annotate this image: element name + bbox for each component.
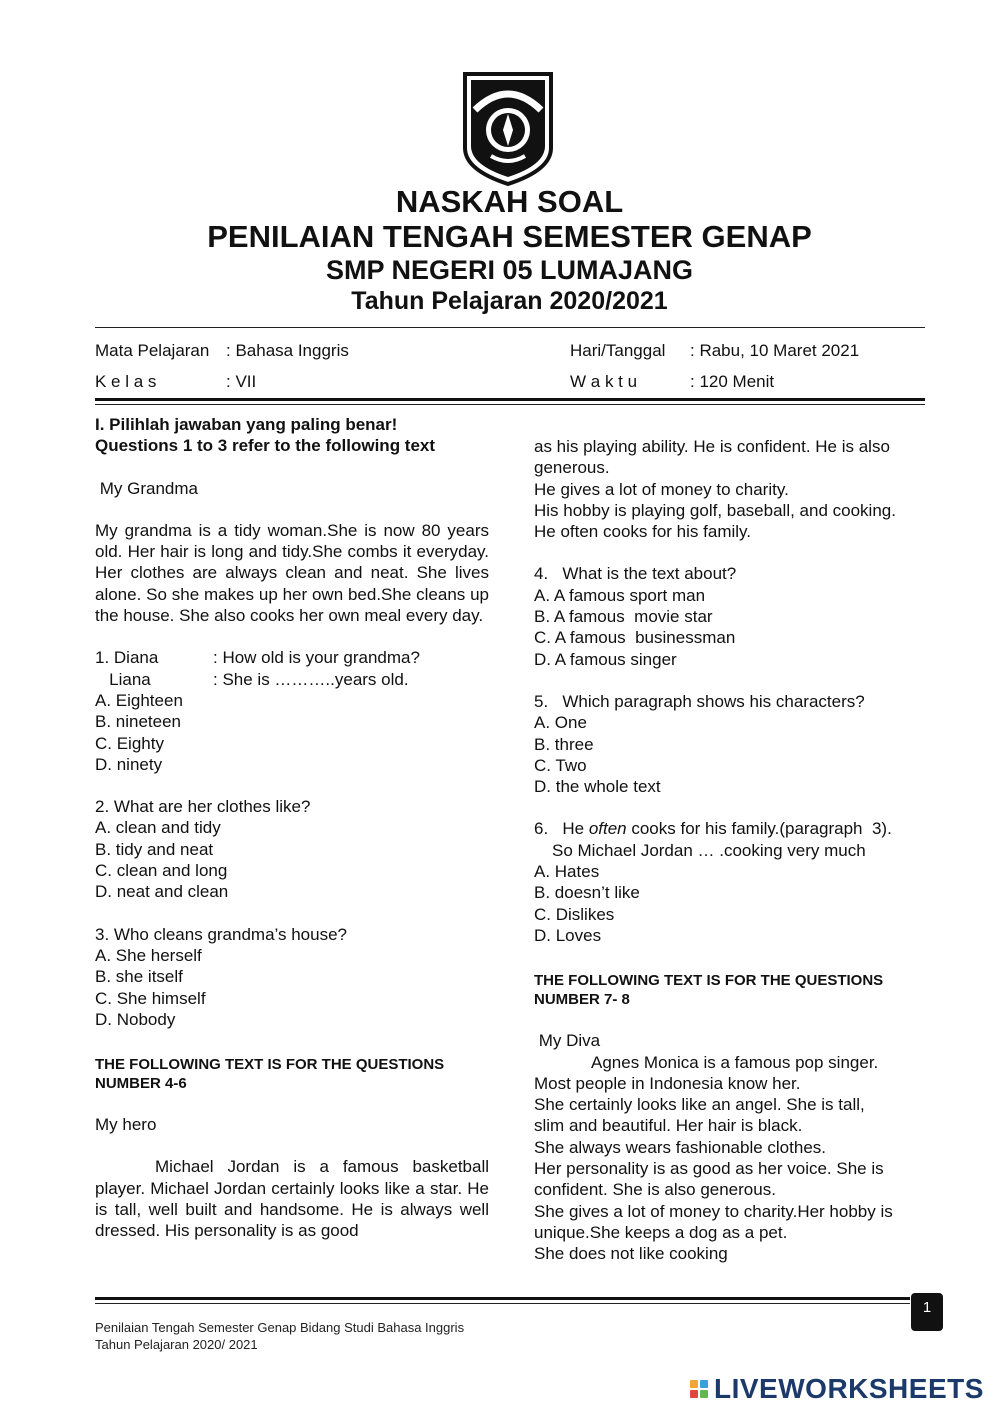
text-body-grandma: My grandma is a tidy woman.She is now 80 years old. Her hair is long and tidy.She combs it everyday. Her clothes are always clean and neat. She lives alone. So she makes up her own bed.She cleans up the house. She also cooks her own meal every day. xyxy=(95,520,489,626)
hero-continued-4: He often cooks for his family. xyxy=(534,522,751,542)
lumajang-emblem-logo xyxy=(461,70,555,188)
q1-speaker-1: 1. Diana xyxy=(95,648,159,668)
exam-title: PENILAIAN TENGAH SEMESTER GENAP xyxy=(207,219,812,254)
q6-italic-word: often xyxy=(588,819,627,839)
text-diva-line-1: Most people in Indonesia know her. xyxy=(534,1073,801,1093)
q6-option-d: D. Loves xyxy=(534,925,602,945)
time-label: W a k t u xyxy=(570,372,638,391)
q2-option-d: D. neat and clean xyxy=(95,882,229,902)
q3-option-b: B. she itself xyxy=(95,967,183,987)
q1-option-c: C. Eighty xyxy=(95,733,164,753)
q1-option-d: D. ninety xyxy=(95,754,163,774)
q6-option-c: C. Dislikes xyxy=(534,904,615,924)
q1-line2 xyxy=(95,669,489,690)
q2-option-a: A. clean and tidy xyxy=(95,818,221,838)
q1-dialog-1: : How old is your grandma? xyxy=(213,648,420,668)
hero-continued-1: as his playing ability. He is confident. He is also generous. xyxy=(534,437,890,478)
q4-stem: 4. What is the text about? xyxy=(534,564,737,584)
hero-continued-2: He gives a lot of money to charity. xyxy=(534,479,789,499)
text-diva-line-6: She does not like cooking xyxy=(534,1244,728,1264)
q3-stem: 3. Who cleans grandma’s house? xyxy=(95,924,348,944)
hero-continued-3: His hobby is playing golf, baseball, and cooking. xyxy=(534,500,896,520)
section-heading-7-8: THE FOLLOWING TEXT IS FOR THE QUESTIONS NUMBER 7- 8 xyxy=(534,972,884,1009)
text-diva-line-2: She certainly looks like an angel. She is tall, slim and beautiful. Her hair is black. xyxy=(534,1095,865,1136)
page-number: 1 xyxy=(911,1293,943,1331)
left-column xyxy=(95,414,489,1242)
header-divider xyxy=(95,327,925,328)
time-value: : 120 Menit xyxy=(690,372,775,391)
text-title-grandma: My Grandma xyxy=(95,478,198,498)
date-label: Hari/Tanggal xyxy=(570,341,666,360)
q4-option-c: C. A famous businessman xyxy=(534,628,736,648)
q4-option-a: A. A famous sport man xyxy=(534,585,706,605)
q6-option-b: B. doesn’t like xyxy=(534,883,640,903)
subject-label: Mata Pelajaran xyxy=(95,341,210,360)
q1-line1 xyxy=(95,647,489,668)
liveworksheets-icon xyxy=(690,1380,708,1398)
date-value: : Rabu, 10 Maret 2021 xyxy=(690,341,860,360)
q6-option-a: A. Hates xyxy=(534,862,600,882)
text-diva-first: Agnes Monica is a famous pop singer. xyxy=(591,1052,879,1072)
subject-value: : Bahasa Inggris xyxy=(226,341,349,360)
q2-stem: 2. What are her clothes like? xyxy=(95,797,311,817)
q1-dialog-2: : She is ………..years old. xyxy=(213,669,409,689)
q4-option-d: D. A famous singer xyxy=(534,649,677,669)
q5-stem: 5. Which paragraph shows his characters? xyxy=(534,691,865,711)
section-heading-4-6: THE FOLLOWING TEXT IS FOR THE QUESTIONS NUMBER 4-6 xyxy=(95,1056,445,1093)
class-label: K e l a s xyxy=(95,372,157,391)
q1-option-b: B. nineteen xyxy=(95,712,182,732)
section-instruction: I. Pilihlah jawaban yang paling benar! xyxy=(95,415,398,434)
text-title-hero: My hero xyxy=(95,1115,157,1135)
text-diva-line-4: Her personality is as good as her voice. She is confident. She is also generous. xyxy=(534,1159,884,1200)
q5-option-c: C. Two xyxy=(534,755,587,775)
q5-option-a: A. One xyxy=(534,713,587,733)
q3-option-a: A. She herself xyxy=(95,945,202,965)
q2-option-b: B. tidy and neat xyxy=(95,839,214,859)
meta-divider-thick xyxy=(95,398,925,401)
q1-option-a: A. Eighteen xyxy=(95,690,183,710)
academic-year: Tahun Pelajaran 2020/2021 xyxy=(351,287,668,315)
text-title-diva: My Diva xyxy=(534,1031,601,1051)
q1-speaker-2: Liana xyxy=(95,669,151,689)
school-name: SMP NEGERI 05 LUMAJANG xyxy=(325,255,694,285)
footer-divider-thin xyxy=(95,1303,910,1304)
footer-line-1: Penilaian Tengah Semester Genap Bidang Studi Bahasa Inggris xyxy=(95,1320,465,1335)
class-value: : VII xyxy=(226,372,257,391)
text-diva-line-3: She always wears fashionable clothes. xyxy=(534,1137,826,1157)
doc-title: NASKAH SOAL xyxy=(395,184,624,219)
section-subtitle: Questions 1 to 3 refer to the following text xyxy=(95,436,436,456)
q6-stem xyxy=(534,818,929,839)
footer-line-2: Tahun Pelajaran 2020/ 2021 xyxy=(95,1337,258,1352)
text-diva-line-5: She gives a lot of money to charity.Her hobby is unique.She keeps a dog as a pet. xyxy=(534,1201,893,1242)
q3-option-c: C. She himself xyxy=(95,988,206,1008)
q2-option-c: C. clean and long xyxy=(95,861,228,881)
q6-number: 6. He xyxy=(534,819,589,839)
text-body-hero: Michael Jordan is a famous basketball player. Michael Jordan certainly looks like a star. He is tall, well built and handsome. He is always well dressed. His personality is as good xyxy=(95,1157,489,1241)
liveworksheets-wordmark: LIVEWORKSHEETS xyxy=(714,1373,984,1404)
liveworksheets-brand[interactable] xyxy=(690,1372,984,1406)
footer-divider-thick xyxy=(95,1297,910,1300)
q4-option-b: B. A famous movie star xyxy=(534,607,713,627)
right-column xyxy=(534,436,929,1265)
q5-option-d: D. the whole text xyxy=(534,777,661,797)
q3-option-d: D. Nobody xyxy=(95,1009,176,1029)
meta-divider-thin xyxy=(95,404,925,405)
q5-option-b: B. three xyxy=(534,734,594,754)
q6-stem-rest: cooks for his family.(paragraph 3). xyxy=(626,819,892,839)
q6-stem-line2: So Michael Jordan … .cooking very much xyxy=(552,840,866,860)
